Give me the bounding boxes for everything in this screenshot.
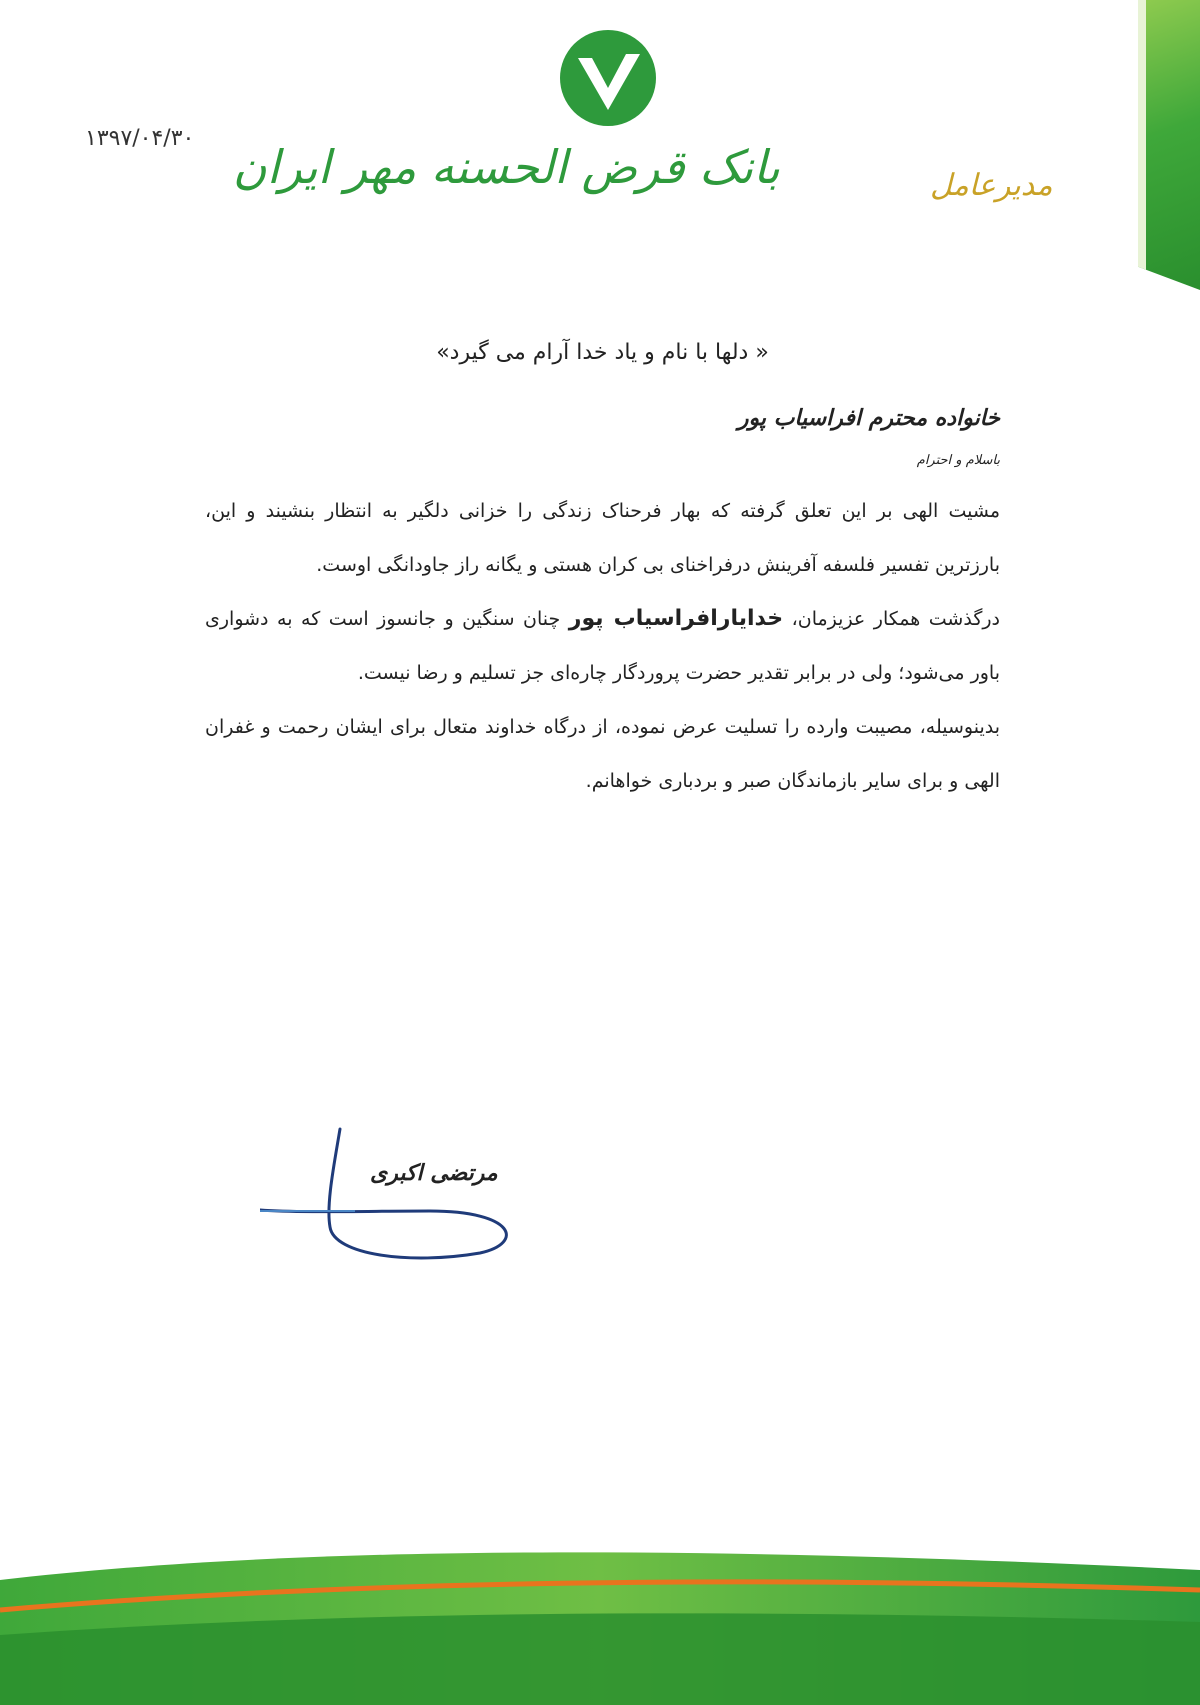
- deceased-name: خدایارافراسیاب پور: [568, 606, 784, 631]
- paragraph-3: بدینوسیله، مصیبت وارده را تسلیت عرض نموده، از درگاه خداوند متعال برای ایشان رحمت و غفران الهی و برای سایر بازماندگان صبر و بردباری خواهانم.: [205, 716, 1000, 792]
- bank-name: بانک قرض الحسنه مهر ایران: [232, 140, 780, 194]
- recipient: خانواده محترم افراسیاب پور: [737, 405, 1000, 431]
- paragraph-2: [205, 592, 1000, 700]
- ceo-title: مدیرعامل: [930, 168, 1053, 203]
- greeting: باسلام و احترام: [916, 453, 1000, 468]
- decorative-side-band: [1138, 0, 1200, 290]
- checkmark-circle-icon: [548, 28, 668, 128]
- signature-block: [260, 1125, 540, 1275]
- paragraph-2-after: چنان سنگین و جانسوز است که به دشواری باور می‌شود؛ ولی در برابر تقدیر حضرت پروردگار چاره‌ای جز تسلیم و رضا نیست.: [205, 608, 1000, 684]
- paragraph-1: مشیت الهی بر این تعلق گرفته که بهار فرحناک زندگی را خزانی دلگیر به انتظار بنشیند و این، بارزترین تفسیر فلسفه آفرینش درفراخنای بی کران هستی و یگانه راز جاودانگی اوست.: [205, 500, 1000, 576]
- paragraph-2-before: درگذشت همکار عزیزمان،: [791, 608, 1001, 630]
- letter-date: ۱۳۹۷/۰۴/۳۰: [85, 126, 195, 151]
- signer-name: مرتضی اکبری: [370, 1160, 498, 1186]
- letter-body: [205, 340, 1000, 808]
- signature-stroke: [260, 1125, 540, 1275]
- decorative-bottom-band: [0, 1540, 1200, 1705]
- letter-heading: « دلها با نام و یاد خدا آرام می گیرد»: [436, 340, 769, 365]
